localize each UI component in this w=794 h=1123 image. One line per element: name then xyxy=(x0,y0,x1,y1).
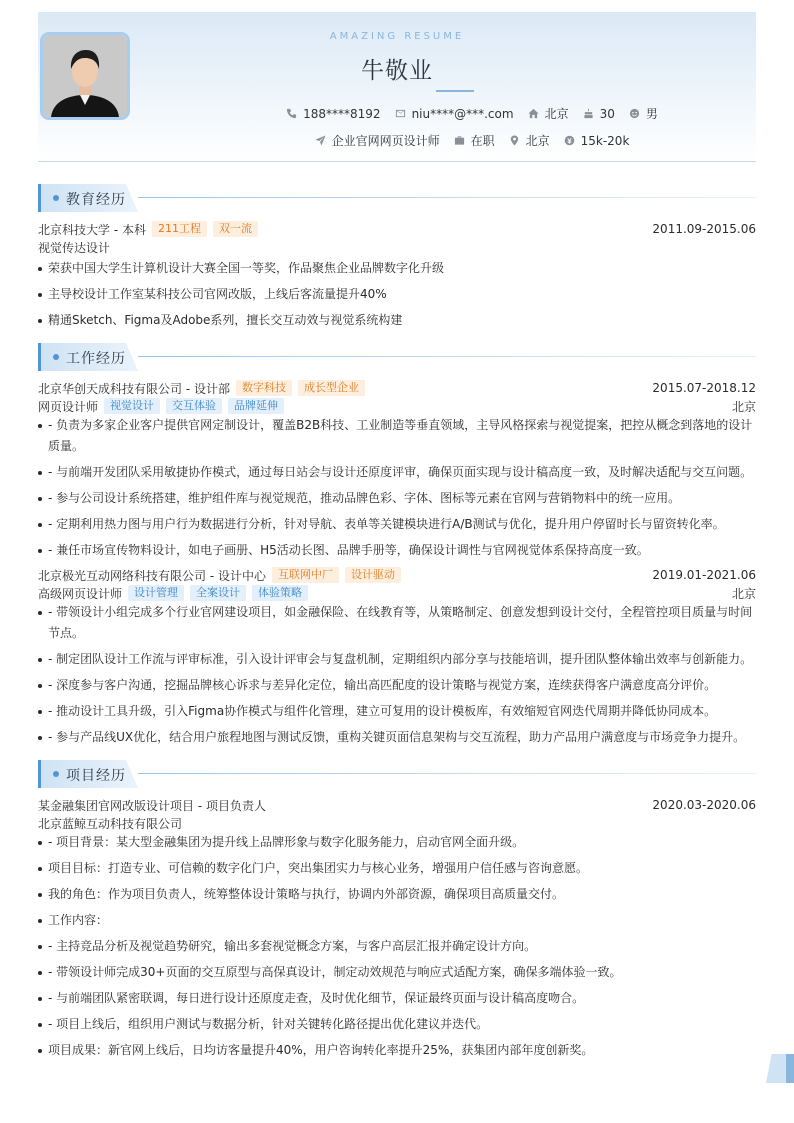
school-tag: 双一流 xyxy=(213,221,258,237)
corner-accent xyxy=(786,1054,794,1083)
section-dot xyxy=(53,771,59,777)
company-tag: 互联网中厂 xyxy=(272,567,339,583)
cake-icon xyxy=(583,108,594,119)
section-divider xyxy=(138,356,756,357)
section-title: 教育经历 xyxy=(66,192,126,208)
salary-item xyxy=(564,134,630,148)
list-item: - 兼任市场宣传物料设计，如电子画册、H5活动长图、品牌手册等，确保设计调性与官网视觉体系保持高度一致。 xyxy=(38,540,756,561)
project-period: 2020.03-2020.06 xyxy=(652,798,756,812)
list-item: 精通Sketch、Figma及Adobe系列，擅长交互动效与视觉系统构建 xyxy=(38,310,756,331)
mail-icon xyxy=(395,108,406,119)
company-tag: 设计驱动 xyxy=(345,567,401,583)
section-title: 工作经历 xyxy=(66,351,126,367)
company-name: 北京华创天成科技有限公司 - 设计部 xyxy=(38,381,230,396)
list-item: - 定期利用热力图与用户行为数据进行分析，针对导航、表单等关键模块进行A/B测试与优化，提升用户停留时长与留资转化率。 xyxy=(38,514,756,535)
project-row xyxy=(38,796,756,814)
company-tag: 数字科技 xyxy=(236,380,292,396)
job-period: 2015.07-2018.12 xyxy=(652,381,756,395)
location-text: 北京 xyxy=(525,134,550,148)
section-project-header xyxy=(38,760,756,788)
company-row xyxy=(38,566,756,584)
list-item: - 与前端团队紧密联调，每日进行设计还原度走查，及时优化细节，保证最终页面与设计稿高度吻合。 xyxy=(38,988,756,1009)
list-item: 荣获中国大学生计算机设计大赛全国一等奖，作品聚焦企业品牌数字化升级 xyxy=(38,258,756,279)
list-item: - 推动设计工具升级，引入Figma协作模式与组件化管理，建立可复用的设计模板库，有效缩短官网迭代周期并降低协同成本。 xyxy=(38,701,756,722)
section-dot xyxy=(53,354,59,360)
school-name: 北京科技大学 - 本科 xyxy=(38,222,146,237)
project-company-row xyxy=(38,814,756,832)
status-item xyxy=(454,132,495,149)
position-item xyxy=(315,132,440,149)
education-block xyxy=(38,220,756,331)
status-text: 在职 xyxy=(470,134,495,148)
phone-icon xyxy=(286,108,297,119)
basic-info-row xyxy=(38,105,756,122)
section-work-header xyxy=(38,343,756,371)
section-title: 项目经历 xyxy=(66,768,126,784)
company-row xyxy=(38,379,756,397)
list-item: 主导校设计工作室某科技公司官网改版，上线后客流量提升40% xyxy=(38,284,756,305)
job-role: 网页设计师 xyxy=(38,399,99,414)
list-item: - 参与公司设计系统搭建，维护组件库与视觉规范，推动品牌色彩、字体、图标等元素在官网与营销物料中的统一应用。 xyxy=(38,488,756,509)
position-text: 企业官网网页设计师 xyxy=(331,134,440,148)
list-item: - 参与产品线UX优化，结合用户旅程地图与测试反馈，重构关键页面信息架构与交互流程，助力产品用户满意度与市场竞争力提升。 xyxy=(38,727,756,748)
job-bullets xyxy=(38,415,756,561)
skill-tag: 交互体验 xyxy=(166,398,222,414)
email-text: niu****@***.com xyxy=(411,106,514,121)
skill-tag: 全案设计 xyxy=(190,585,246,601)
phone-item xyxy=(286,107,380,121)
job-intent-row xyxy=(38,132,756,149)
home-item xyxy=(528,105,569,122)
company-tag: 成长型企业 xyxy=(298,380,365,396)
company-name: 北京极光互动网络科技有限公司 - 设计中心 xyxy=(38,568,266,583)
age-text: 30 xyxy=(599,106,615,121)
job-city: 北京 xyxy=(731,399,756,414)
salary-text: 15k-20k xyxy=(580,133,630,148)
list-item: - 负责为多家企业客户提供官网定制设计，覆盖B2B科技、工业制造等垂直领域，主导风格探索与视觉提案，把控从概念到落地的设计质量。 xyxy=(38,415,756,457)
home-text: 北京 xyxy=(544,107,569,121)
list-item: 工作内容： xyxy=(38,910,756,931)
role-row xyxy=(38,397,756,415)
education-period: 2011.09-2015.06 xyxy=(652,222,756,236)
resume-header xyxy=(38,12,756,162)
list-item: - 与前端开发团队采用敏捷协作模式，通过每日站会与设计还原度评审，确保页面实现与设计稿高度一致，及时解决适配与交互问题。 xyxy=(38,462,756,483)
project-name: 某金融集团官网改版设计项目 - 项目负责人 xyxy=(38,798,266,813)
salary-icon xyxy=(564,135,575,146)
briefcase-icon xyxy=(454,135,465,146)
skill-tag: 体验策略 xyxy=(252,585,308,601)
list-item: - 制定团队设计工作流与评审标准，引入设计评审会与复盘机制，定期组织内部分享与技能培训，提升团队整体输出效率与创新能力。 xyxy=(38,649,756,670)
gender-text: 男 xyxy=(645,107,658,121)
job-role: 高级网页设计师 xyxy=(38,586,123,601)
list-item: 我的角色：作为项目负责人，统筹整体设计策略与执行，协调内外部资源，确保项目高质量交付。 xyxy=(38,884,756,905)
list-item: - 带领设计小组完成多个行业官网建设项目，如金融保险、在线教育等，从策略制定、创意发想到设计交付，全程管控项目质量与时间节点。 xyxy=(38,602,756,644)
role-row xyxy=(38,584,756,602)
section-dot xyxy=(53,195,59,201)
list-item: 项目目标：打造专业、可信赖的数字化门户，突出集团实力与核心业务，增强用户信任感与咨询意愿。 xyxy=(38,858,756,879)
gender-item xyxy=(629,105,658,122)
section-divider xyxy=(138,197,756,198)
section-education-header xyxy=(38,184,756,212)
list-item: 项目成果：新官网上线后，日均访客量提升40%，用户咨询转化率提升25%，获集团内部年度创新奖。 xyxy=(38,1040,756,1061)
education-row xyxy=(38,220,756,238)
home-icon xyxy=(528,108,539,119)
job-period: 2019.01-2021.06 xyxy=(652,568,756,582)
age-item xyxy=(583,107,615,121)
work-job-2 xyxy=(38,566,756,748)
email-item xyxy=(395,107,514,121)
location-icon xyxy=(509,135,520,146)
job-city: 北京 xyxy=(731,586,756,601)
name-underline xyxy=(436,90,474,92)
work-job-1 xyxy=(38,379,756,561)
skill-tag: 视觉设计 xyxy=(104,398,160,414)
list-item: - 项目上线后，组织用户测试与数据分析，针对关键转化路径提出优化建议并迭代。 xyxy=(38,1014,756,1035)
skill-tag: 品牌延伸 xyxy=(228,398,284,414)
resume-page xyxy=(38,12,756,1066)
list-item: - 项目背景：某大型金融集团为提升线上品牌形象与数字化服务能力，启动官网全面升级。 xyxy=(38,832,756,853)
location-item xyxy=(509,132,550,149)
skill-tag: 设计管理 xyxy=(128,585,184,601)
major-row xyxy=(38,238,756,256)
project-block xyxy=(38,796,756,1061)
gender-icon xyxy=(629,108,640,119)
project-company: 北京蓝鲸互动科技有限公司 xyxy=(38,816,183,831)
major-name: 视觉传达设计 xyxy=(38,240,111,255)
phone-text: 188****8192 xyxy=(303,106,381,121)
school-tag: 211工程 xyxy=(152,221,207,237)
brand-title: AMAZING RESUME xyxy=(329,31,465,42)
education-bullets xyxy=(38,258,756,331)
list-item: - 主持竞品分析及视觉趋势研究，输出多套视觉概念方案，与客户高层汇报并确定设计方向。 xyxy=(38,936,756,957)
list-item: - 深度参与客户沟通，挖掘品牌核心诉求与差异化定位，输出高匹配度的设计策略与视觉方案，连续获得客户满意度高分评价。 xyxy=(38,675,756,696)
person-name: 牛敬业 xyxy=(361,58,433,84)
section-divider xyxy=(138,773,756,774)
list-item: - 带领设计师完成30+页面的交互原型与高保真设计，制定动效规范与响应式适配方案，确保多端体验一致。 xyxy=(38,962,756,983)
send-icon xyxy=(315,135,326,146)
project-bullets xyxy=(38,832,756,1061)
job-bullets xyxy=(38,602,756,748)
